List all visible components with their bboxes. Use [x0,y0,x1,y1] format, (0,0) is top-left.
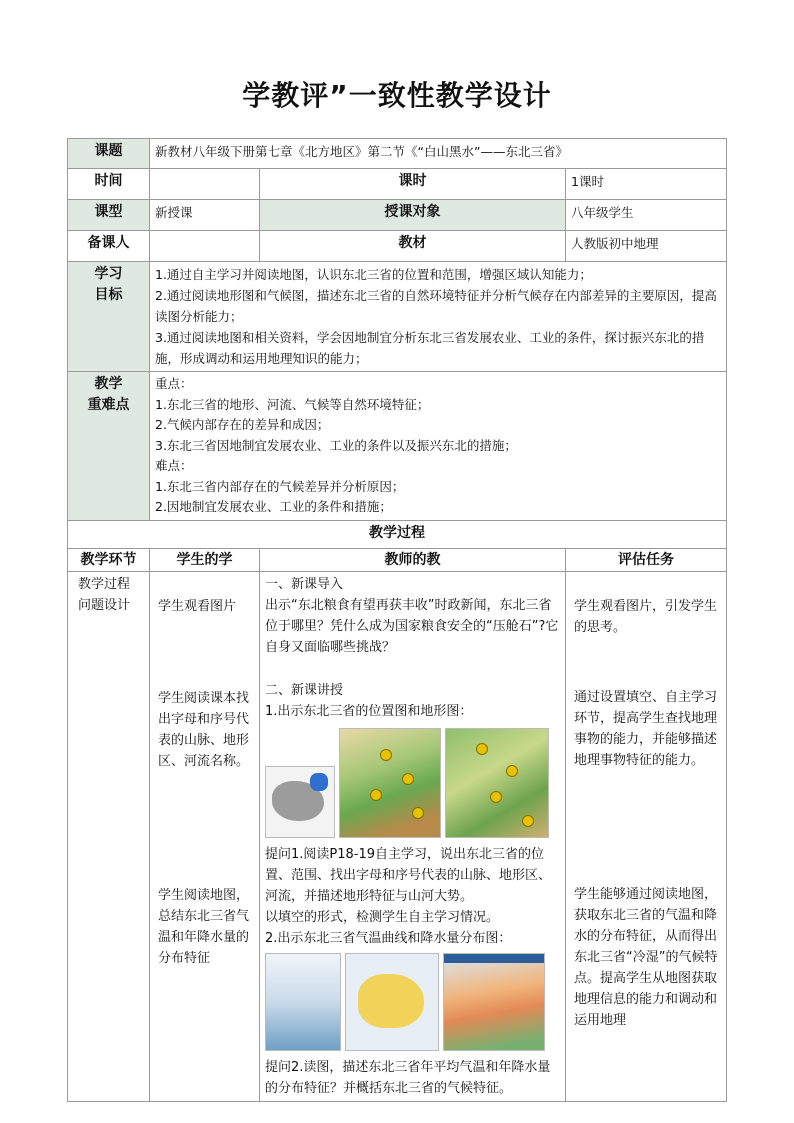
assessment-3: 学生能够通过阅读地图，获取东北三省的气温和降水的分布特征，从而得出东北三省“冷湿”的气候特点。提高学生从地图获取地理信息的能力和调动和运用地理 [574,886,718,1028]
northeast-terrain-map [339,728,441,838]
textbook-label: 教材 [260,231,566,262]
topic-value: 新教材八年级下册第七章《北方地区》第二节《“白山黑水”——东北三省》 [150,139,727,169]
process-title-row [68,520,727,548]
type-value: 新授课 [150,200,260,231]
question-1-check: 以填空的形式，检测学生自主学习情况。 [265,909,500,925]
header-teacher: 教师的教 [260,548,566,571]
student-task-3: 学生阅读地图，总结东北三省气温和年降水量的分布特征 [158,887,250,966]
student-task-1: 学生观看图片 [158,598,237,614]
lesson-plan-table [67,138,727,1102]
teacher-cell [260,571,566,1101]
china-location-map [265,766,335,838]
preparer-value [150,231,260,262]
time-label: 时间 [68,169,150,200]
goals-label: 学习 目标 [68,262,150,372]
map-intro: 1.出示东北三省的位置图和地形图： [265,703,473,719]
hours-label: 课时 [260,169,566,200]
audience-value: 八年级学生 [566,200,727,231]
preparer-label: 备课人 [68,231,150,262]
hours-value: 1课时 [566,169,727,200]
lecture-heading: 二、新课讲授 [265,682,344,698]
time-row [68,169,727,200]
key-item: 1.东北三省的地形、河流、气候等自然环境特征； [155,396,430,412]
goal-item: 3.通过阅读地图和相关资料，学会因地制宜分析东北三省发展农业、工业的条件，探讨振兴东北的措施，形成调动和运用地理知识的能力； [155,330,705,366]
page-title: 学教评”一致性教学设计 [242,79,552,112]
difficult-heading: 难点： [155,458,193,473]
temperature-map [265,953,341,1051]
location-terrain-maps [265,726,560,838]
difficult-item: 1.东北三省内部存在的气候差异并分析原因； [155,478,405,494]
process-title: 教学过程 [68,520,727,548]
temperature-curve-map [345,953,439,1051]
northeast-terrain-map-labeled [445,728,549,838]
process-header-row [68,548,727,571]
keypoints-row [68,372,727,521]
header-assessment: 评估任务 [566,548,727,571]
topic-row [68,139,727,169]
difficult-item: 2.因地制宜发展农业、工业的条件和措施； [155,499,392,514]
header-stage: 教学环节 [68,548,150,571]
goal-item: 1.通过自主学习并阅读地图，认识东北三省的位置和范围，增强区域认知能力； [155,267,592,282]
time-value [150,169,260,200]
intro-text: 出示“东北粮食有望再获丰收”时政新闻，东北三省位于哪里？凭什么成为国家粮食安全的“压舱石”?它自身又面临哪些挑战？ [265,597,559,655]
assessment-1: 学生观看图片，引发学生的思考。 [574,598,718,635]
goals-row [68,262,727,372]
keypoints-label: 教学 重难点 [68,372,150,521]
header-student: 学生的学 [150,548,260,571]
question-2: 提问2.读图，描述东北三省年平均气温和年降水量的分布特征？并概括东北三省的气候特征。 [265,1059,551,1096]
question-1: 提问1.阅读P18-19自主学习，说出东北三省的位置、范围、找出字母和序号代表的山脉、地形区、河流，并描述地形特征与山河大势。 [265,846,552,904]
key-item: 3.东北三省因地制宜发展农业、工业的条件以及振兴东北的措施； [155,437,517,453]
stage-cell: 教学过程问题设计 [68,571,150,1101]
textbook-value: 人教版初中地理 [566,231,727,262]
keypoints-content [150,372,727,521]
topic-label: 课题 [68,139,150,169]
intro-heading: 一、新课导入 [265,576,344,592]
type-row [68,200,727,231]
process-content-row [68,571,727,1101]
goals-content [150,262,727,372]
key-heading: 重点： [155,376,193,391]
type-label: 课型 [68,200,150,231]
student-cell [150,571,260,1101]
student-task-2: 学生阅读课本找出字母和序号代表的山脉、地形区、河流名称。 [158,690,250,769]
audience-label: 授课对象 [260,200,566,231]
assessment-cell [566,571,727,1101]
climate-intro: 2.出示东北三省气温曲线和降水量分布图： [265,930,512,946]
goal-item: 2.通过阅读地形图和气候图，描述东北三省的自然环境特征并分析气候存在内部差异的主要原因，提高读图分析能力； [155,288,717,324]
climate-maps [265,953,560,1051]
key-item: 2.气候内部存在的差异和成因； [155,417,330,432]
assessment-2: 通过设置填空、自主学习环节，提高学生查找地理事物的能力，并能够描述地理事物特征的能力。 [574,689,718,768]
preparer-row [68,231,727,262]
precipitation-map [443,953,545,1051]
